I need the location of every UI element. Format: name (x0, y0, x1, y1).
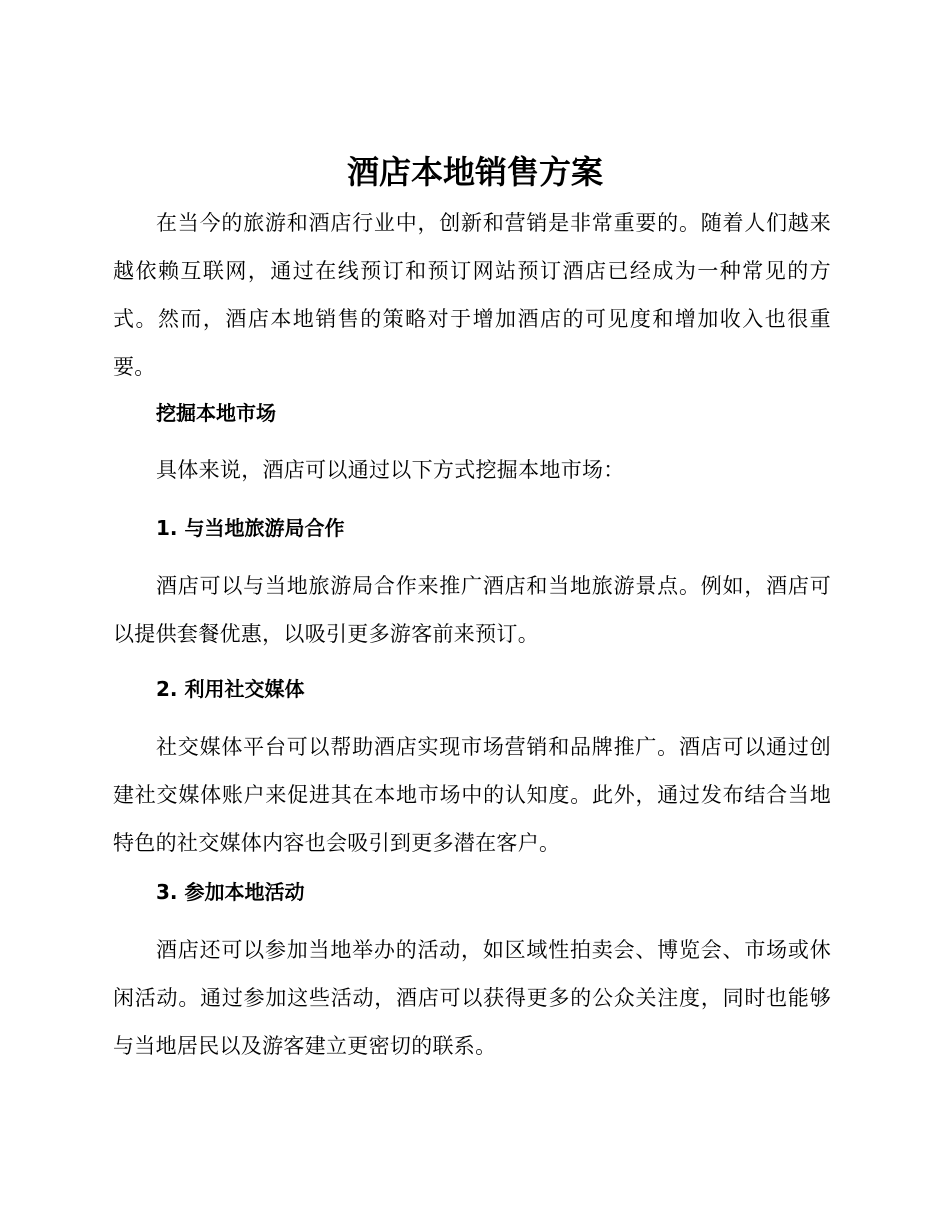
item-heading-3: 3. 参加本地活动 (156, 880, 305, 904)
section-heading: 挖掘本地市场 (156, 401, 276, 425)
item-body-1: 酒店可以与当地旅游局合作来推广酒店和当地旅游景点。例如，酒店可以提供套餐优惠，以吸引更多游客前来预订。 (113, 574, 831, 646)
intro-paragraph: 在当今的旅游和酒店行业中，创新和营销是非常重要的。随着人们越来越依赖互联网，通过在线预订和预订网站预订酒店已经成为一种常见的方式。然而，酒店本地销售的策略对于增加酒店的可见度和增加收入也很重要。 (113, 211, 831, 379)
item-body-3: 酒店还可以参加当地举办的活动，如区域性拍卖会、博览会、市场或休闲活动。通过参加这些活动，酒店可以获得更多的公众关注度，同时也能够与当地居民以及游客建立更密切的联系。 (113, 938, 831, 1058)
item-heading-2: 2. 利用社交媒体 (156, 677, 305, 701)
item-heading-1: 1. 与当地旅游局合作 (156, 516, 345, 540)
item-body-2: 社交媒体平台可以帮助酒店实现市场营销和品牌推广。酒店可以通过创建社交媒体账户来促进其在本地市场中的认知度。此外，通过发布结合当地特色的社交媒体内容也会吸引到更多潜在客户。 (113, 735, 831, 855)
section-lead-paragraph: 具体来说，酒店可以通过以下方式挖掘本地市场： (156, 458, 625, 482)
document-title: 酒店本地销售方案 (346, 153, 603, 191)
